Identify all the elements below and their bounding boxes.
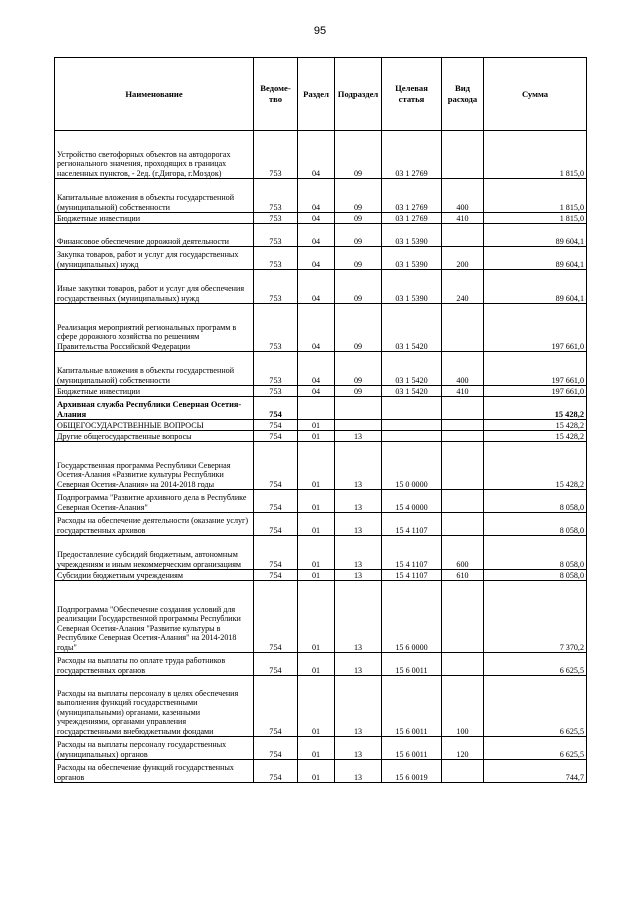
col-header-name: Наименование [55, 58, 254, 131]
cell-expense-type: 410 [442, 213, 484, 224]
cell-subsection: 09 [335, 213, 382, 224]
cell-sum: 197 661,0 [484, 386, 587, 397]
cell-section: 01 [298, 676, 335, 737]
cell-section: 01 [298, 420, 335, 431]
col-header-section: Раздел [298, 58, 335, 131]
cell-sum: 8 058,0 [484, 570, 587, 581]
cell-target [382, 431, 442, 442]
cell-sum: 8 058,0 [484, 536, 587, 570]
cell-section: 04 [298, 352, 335, 386]
cell-expense-type [442, 431, 484, 442]
cell-dept: 754 [254, 536, 298, 570]
cell-target: 15 6 0011 [382, 737, 442, 760]
cell-subsection: 09 [335, 224, 382, 247]
cell-expense-type [442, 442, 484, 490]
cell-sum: 15 428,2 [484, 442, 587, 490]
cell-section: 04 [298, 304, 335, 352]
cell-target: 15 4 1107 [382, 536, 442, 570]
cell-section: 01 [298, 653, 335, 676]
cell-dept: 754 [254, 737, 298, 760]
cell-target: 15 0 0000 [382, 442, 442, 490]
cell-name: Предоставление субсидий бюджетным, автономным учреждениям и иным некоммерческим организациям [55, 536, 254, 570]
cell-sum: 15 428,2 [484, 420, 587, 431]
cell-name: Государственная программа Республики Северная Осетия-Алания «Развитие культуры Республики Северная Осетия-Алания» на 2014-2018 годы [55, 442, 254, 490]
cell-expense-type: 200 [442, 247, 484, 270]
cell-subsection: 09 [335, 352, 382, 386]
cell-sum: 1 815,0 [484, 131, 587, 179]
cell-name: Капитальные вложения в объекты государственной (муниципальной) собственности [55, 179, 254, 213]
cell-dept: 753 [254, 179, 298, 213]
cell-dept: 754 [254, 581, 298, 653]
cell-sum: 89 604,1 [484, 247, 587, 270]
cell-subsection: 09 [335, 270, 382, 304]
table-row [55, 490, 587, 513]
table-row [55, 760, 587, 783]
cell-dept: 754 [254, 676, 298, 737]
cell-expense-type [442, 397, 484, 420]
cell-name: Расходы на обеспечение деятельности (оказание услуг) государственных архивов [55, 513, 254, 536]
cell-sum: 15 428,2 [484, 397, 587, 420]
cell-section: 01 [298, 570, 335, 581]
cell-expense-type [442, 581, 484, 653]
cell-subsection: 09 [335, 247, 382, 270]
cell-expense-type: 400 [442, 179, 484, 213]
cell-subsection [335, 420, 382, 431]
cell-expense-type: 100 [442, 676, 484, 737]
cell-subsection: 13 [335, 676, 382, 737]
cell-section: 04 [298, 270, 335, 304]
budget-table [54, 57, 587, 783]
cell-name: Архивная служба Республики Северная Осетия-Алания [55, 397, 254, 420]
cell-dept: 753 [254, 304, 298, 352]
cell-section: 04 [298, 386, 335, 397]
cell-expense-type [442, 760, 484, 783]
cell-subsection: 13 [335, 442, 382, 490]
cell-sum: 6 625,5 [484, 676, 587, 737]
table-row [55, 653, 587, 676]
cell-dept: 753 [254, 247, 298, 270]
cell-target: 03 1 5390 [382, 270, 442, 304]
col-header-target: Целевая статья [382, 58, 442, 131]
cell-section: 04 [298, 247, 335, 270]
table-row [55, 270, 587, 304]
cell-section: 04 [298, 179, 335, 213]
cell-sum: 15 428,2 [484, 431, 587, 442]
cell-name: Иные закупки товаров, работ и услуг для обеспечения государственных (муниципальных) нужд [55, 270, 254, 304]
cell-target: 15 4 0000 [382, 490, 442, 513]
cell-name: Устройство светофорных объектов на автодорогах регионального значения, проходящих в границах населенных пунктов, - 2ед. (г.Дигора, г.Моздок) [55, 131, 254, 179]
cell-dept: 754 [254, 431, 298, 442]
cell-target: 03 1 5390 [382, 247, 442, 270]
cell-sum: 744,7 [484, 760, 587, 783]
cell-section: 04 [298, 131, 335, 179]
cell-sum: 197 661,0 [484, 352, 587, 386]
cell-section: 01 [298, 536, 335, 570]
cell-dept: 754 [254, 490, 298, 513]
cell-target: 03 1 5420 [382, 386, 442, 397]
cell-expense-type: 410 [442, 386, 484, 397]
cell-subsection: 09 [335, 131, 382, 179]
cell-expense-type: 400 [442, 352, 484, 386]
cell-dept: 753 [254, 213, 298, 224]
cell-name: Расходы на выплаты персоналу в целях обеспечения выполнения функций государственными (муниципальными) органами, казенными учреждениями, органами управления государственными внебюджетными фондами [55, 676, 254, 737]
cell-name: Расходы на выплаты персоналу государственных (муниципальных) органов [55, 737, 254, 760]
cell-section: 04 [298, 213, 335, 224]
cell-name: Подпрограмма "Развитие архивного дела в Республике Северная Осетия-Алания" [55, 490, 254, 513]
cell-target: 03 1 5390 [382, 224, 442, 247]
cell-dept: 753 [254, 386, 298, 397]
table-row [55, 352, 587, 386]
table-row [55, 213, 587, 224]
cell-dept: 753 [254, 352, 298, 386]
cell-subsection [335, 397, 382, 420]
table-row [55, 179, 587, 213]
cell-section: 01 [298, 490, 335, 513]
table-body [55, 131, 587, 783]
cell-sum: 197 661,0 [484, 304, 587, 352]
cell-target: 15 4 1107 [382, 570, 442, 581]
cell-target: 15 6 0019 [382, 760, 442, 783]
table-row [55, 581, 587, 653]
cell-sum: 1 815,0 [484, 179, 587, 213]
cell-target [382, 420, 442, 431]
cell-subsection: 09 [335, 179, 382, 213]
cell-name: Капитальные вложения в объекты государственной (муниципальной) собственности [55, 352, 254, 386]
cell-section: 01 [298, 513, 335, 536]
cell-expense-type [442, 420, 484, 431]
cell-name: Бюджетные инвестиции [55, 213, 254, 224]
cell-target: 15 4 1107 [382, 513, 442, 536]
cell-sum: 1 815,0 [484, 213, 587, 224]
cell-subsection: 13 [335, 431, 382, 442]
cell-subsection: 13 [335, 737, 382, 760]
cell-name: Финансовое обеспечение дорожной деятельности [55, 224, 254, 247]
cell-expense-type [442, 131, 484, 179]
cell-target: 15 6 0011 [382, 676, 442, 737]
table-row [55, 737, 587, 760]
table-row [55, 397, 587, 420]
table-row [55, 676, 587, 737]
cell-sum: 6 625,5 [484, 737, 587, 760]
cell-expense-type: 600 [442, 536, 484, 570]
table-row [55, 304, 587, 352]
cell-expense-type [442, 224, 484, 247]
table-row [55, 247, 587, 270]
table-row [55, 442, 587, 490]
cell-name: Расходы на выплаты по оплате труда работников государственных органов [55, 653, 254, 676]
cell-target: 03 1 2769 [382, 179, 442, 213]
cell-section: 01 [298, 760, 335, 783]
cell-name: Другие общегосударственные вопросы [55, 431, 254, 442]
cell-dept: 754 [254, 513, 298, 536]
table-row [55, 224, 587, 247]
cell-name: ОБЩЕГОСУДАРСТВЕННЫЕ ВОПРОСЫ [55, 420, 254, 431]
cell-expense-type [442, 653, 484, 676]
cell-subsection: 13 [335, 570, 382, 581]
cell-subsection: 13 [335, 513, 382, 536]
cell-expense-type: 240 [442, 270, 484, 304]
cell-expense-type [442, 513, 484, 536]
cell-dept: 753 [254, 131, 298, 179]
cell-target: 03 1 5420 [382, 304, 442, 352]
cell-name: Расходы на обеспечение функций государственных органов [55, 760, 254, 783]
cell-dept: 754 [254, 442, 298, 490]
cell-subsection: 13 [335, 490, 382, 513]
page-number: 95 [313, 25, 327, 37]
table-row [55, 131, 587, 179]
cell-sum: 89 604,1 [484, 270, 587, 304]
cell-expense-type [442, 490, 484, 513]
cell-sum: 7 370,2 [484, 581, 587, 653]
cell-target: 15 6 0000 [382, 581, 442, 653]
cell-dept: 754 [254, 397, 298, 420]
cell-expense-type: 610 [442, 570, 484, 581]
table-row [55, 386, 587, 397]
cell-section [298, 397, 335, 420]
cell-section: 01 [298, 431, 335, 442]
table-row [55, 513, 587, 536]
cell-target: 03 1 2769 [382, 213, 442, 224]
cell-section: 01 [298, 737, 335, 760]
cell-subsection: 13 [335, 760, 382, 783]
cell-sum: 8 058,0 [484, 513, 587, 536]
cell-section: 04 [298, 224, 335, 247]
col-header-expense-type: Вид расхода [442, 58, 484, 131]
table-row [55, 420, 587, 431]
col-header-dept: Ведоме-тво [254, 58, 298, 131]
cell-sum: 8 058,0 [484, 490, 587, 513]
cell-subsection: 09 [335, 304, 382, 352]
cell-target [382, 397, 442, 420]
cell-name: Субсидии бюджетным учреждениям [55, 570, 254, 581]
cell-target: 03 1 5420 [382, 352, 442, 386]
cell-dept: 753 [254, 270, 298, 304]
cell-section: 01 [298, 581, 335, 653]
cell-dept: 754 [254, 653, 298, 676]
col-header-sum: Сумма [484, 58, 587, 131]
col-header-subsection: Подраздел [335, 58, 382, 131]
cell-subsection: 13 [335, 653, 382, 676]
cell-name: Подпрограмма "Обеспечение создания условий для реализации Государственной программы Республики Северная Осетия-Алания "Развитие культуры в Республике Северная Осетия-Алания" на 2014-2018 годы" [55, 581, 254, 653]
cell-section: 01 [298, 442, 335, 490]
cell-dept: 754 [254, 570, 298, 581]
cell-dept: 754 [254, 760, 298, 783]
cell-dept: 754 [254, 420, 298, 431]
cell-sum: 6 625,5 [484, 653, 587, 676]
cell-expense-type [442, 304, 484, 352]
cell-subsection: 13 [335, 536, 382, 570]
header-row [55, 58, 587, 131]
cell-target: 03 1 2769 [382, 131, 442, 179]
table-row [55, 431, 587, 442]
cell-target: 15 6 0011 [382, 653, 442, 676]
cell-subsection: 13 [335, 581, 382, 653]
cell-dept: 753 [254, 224, 298, 247]
cell-name: Бюджетные инвестиции [55, 386, 254, 397]
table-row [55, 536, 587, 570]
cell-name: Реализация мероприятий региональных программ в сфере дорожного хозяйства по решениям Правительства Российской Федерации [55, 304, 254, 352]
table-row [55, 570, 587, 581]
cell-expense-type: 120 [442, 737, 484, 760]
cell-sum: 89 604,1 [484, 224, 587, 247]
cell-subsection: 09 [335, 386, 382, 397]
cell-name: Закупка товаров, работ и услуг для государственных (муниципальных) нужд [55, 247, 254, 270]
